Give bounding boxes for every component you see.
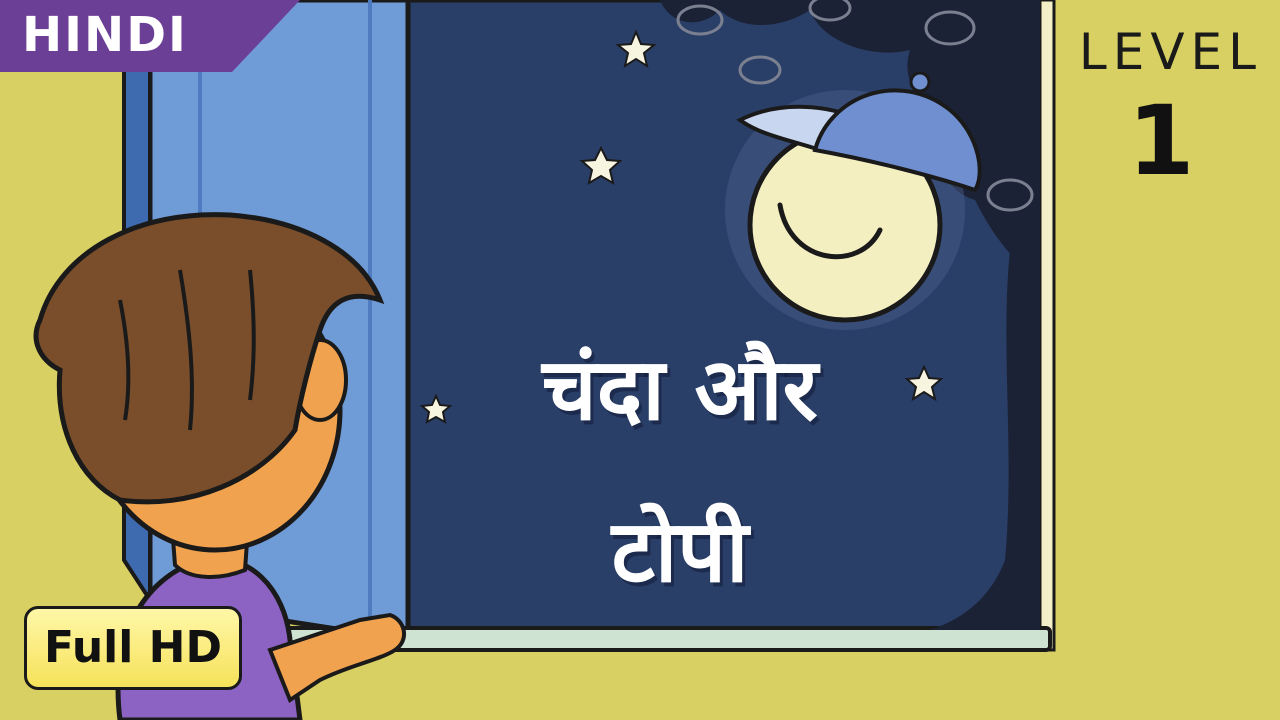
full-hd-badge: Full HD <box>24 606 242 690</box>
language-label: HINDI <box>22 7 188 63</box>
story-title-line-2: टोपी <box>611 502 749 602</box>
story-title-line-1: चंदा और <box>542 340 818 440</box>
level-number: 1 <box>1127 85 1195 197</box>
level-label: LEVEL <box>1078 23 1262 81</box>
